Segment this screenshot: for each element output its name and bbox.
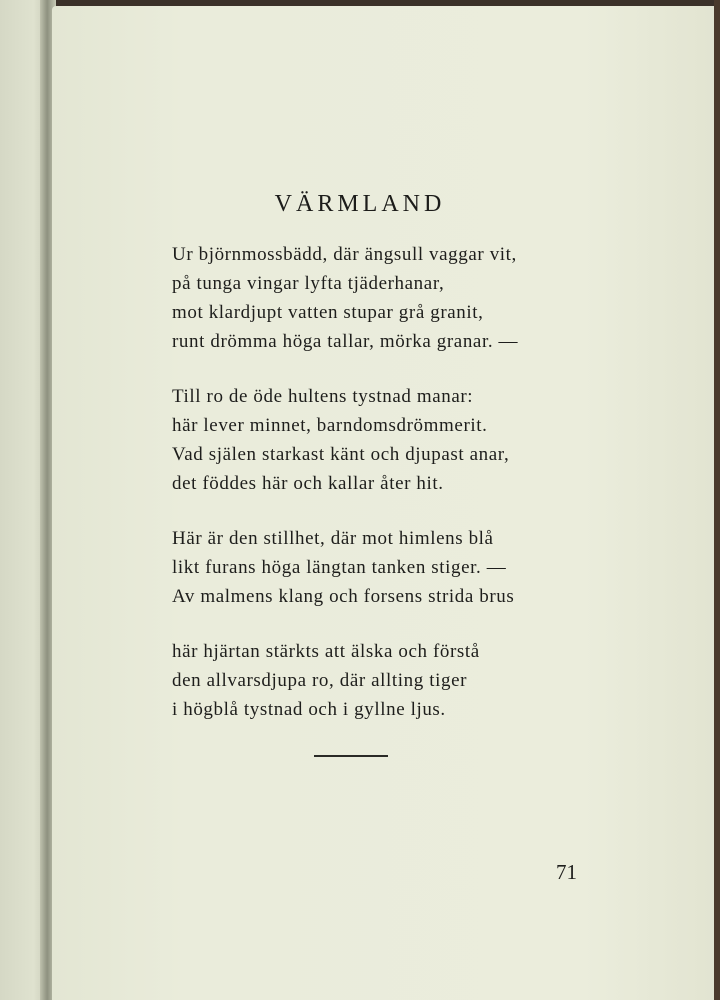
page-number: 71 [556,860,577,884]
poem-line: här hjärtan stärkts att älska och förstå [172,641,480,662]
stanza-2 [172,382,622,498]
poem-line: Vad själen starkast känt och djupast anar, [172,444,510,465]
stanza-1 [172,240,622,356]
poem-body [172,240,622,750]
stanza-3 [172,524,622,611]
end-divider [314,755,388,757]
poem-line: Av malmens klang och forsens strida brus [172,586,515,607]
poem-line: mot klardjupt vatten stupar grå granit, [172,302,484,323]
poem-line: på tunga vingar lyfta tjäderhanar, [172,273,445,294]
poem-line: det föddes här och kallar åter hit. [172,473,444,494]
poem-line: Här är den stillhet, där mot himlens blå [172,528,494,549]
poem-line: runt drömma höga tallar, mörka granar. — [172,331,519,352]
poem-line: likt furans höga längtan tanken stiger. — [172,557,507,578]
poem-line: den allvarsdjupa ro, där allting tiger [172,670,468,691]
poem-title: VÄRMLAND [274,191,446,217]
poem-line: Ur björnmossbädd, där ängsull vaggar vit, [172,244,517,265]
stanza-4 [172,637,622,724]
poem-line: i högblå tystnad och i gyllne ljus. [172,699,446,720]
poem-line: Till ro de öde hultens tystnad manar: [172,386,474,407]
book-cover-edge [714,0,720,1000]
poem-line: här lever minnet, barndomsdrömmerit. [172,415,488,436]
